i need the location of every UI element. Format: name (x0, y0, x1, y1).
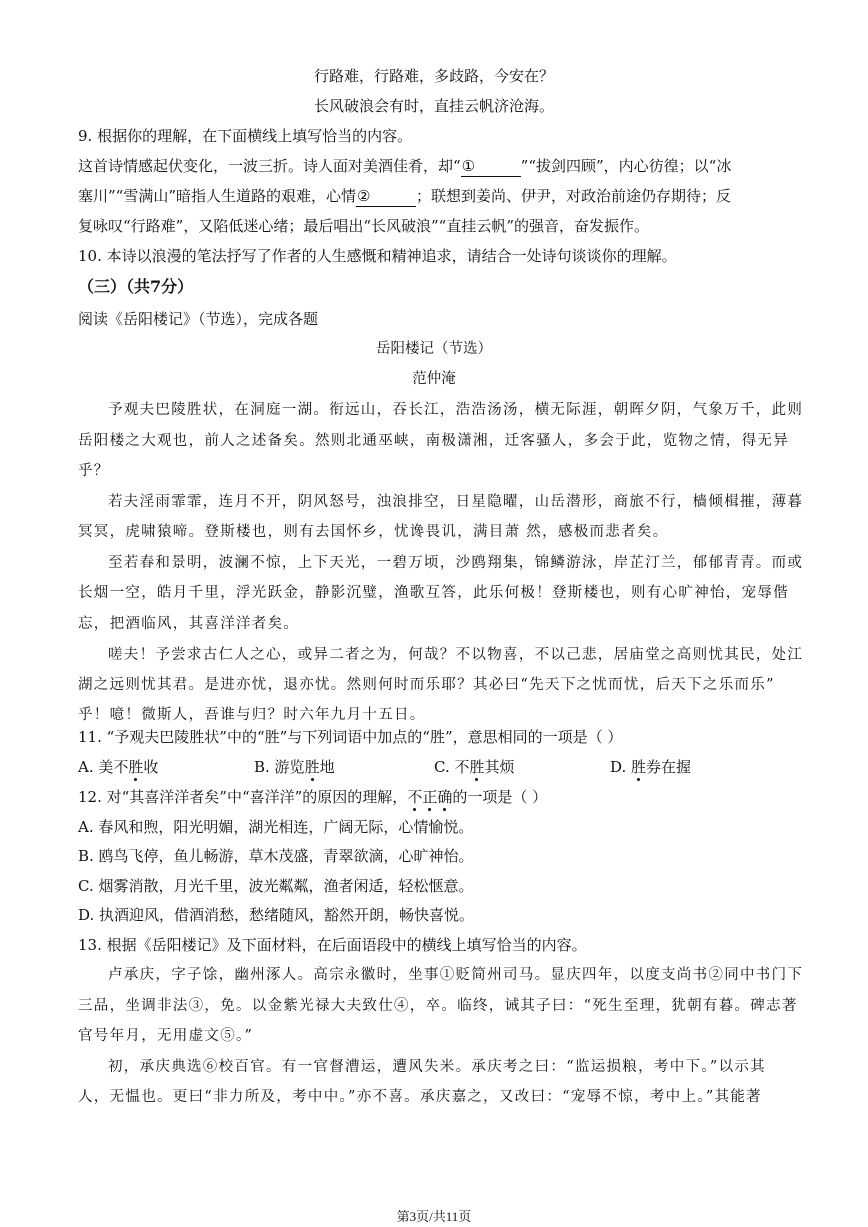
q9-line-1 (78, 156, 790, 177)
passage-line: 至若春和景明，波澜不惊，上下天光，一碧万顷，沙鸥翔集，锦鳞游泳，岸芷汀兰，郁郁青青。而或 (108, 555, 804, 571)
passage-title: 岳阳楼记（节选） (376, 341, 492, 357)
emphasis-char: 不 (407, 788, 423, 806)
q9-line-2 (78, 186, 790, 207)
option-text: B. 游览 (254, 758, 305, 776)
question-12 (78, 787, 790, 807)
answer-blank-1[interactable]: ① (461, 156, 521, 177)
material-line: 卢承庆，字子馀，幽州涿人。高宗永徽时，坐事①贬简州司马。显庆四年，以度支尚书②同中书门下 (108, 967, 804, 983)
question-text: 的一项是（ ） (452, 788, 548, 806)
passage-line: 长烟一空，皓月千里，浮光跃金，静影沉璧，渔歌互答，此乐何极！登斯楼也，则有心旷神怡，宠辱偕 (78, 585, 789, 601)
page-number: 第3页/共11页 (396, 1209, 472, 1224)
material-line: 人，无愠也。更曰“非力所及，考中中。”亦不喜。承庆嘉之，又改曰：“宠辱不惊，考中上。”其能著 (78, 1089, 762, 1105)
material-line: 三品，坐调非法③，免。以金紫光禄大夫致仕④，卒。临终，诫其子曰：“死生至理，犹朝有暮。碑志著 (78, 998, 798, 1014)
emphasis-char: 胜 (469, 758, 485, 776)
emphasis-char: 胜 (631, 758, 647, 776)
option-text: 地 (319, 758, 335, 776)
option-text: C. 不 (434, 758, 470, 776)
answer-blank-2[interactable]: ② (356, 186, 416, 207)
q11-option-b[interactable] (254, 757, 335, 777)
section-instruction: 阅读《岳阳楼记》（节选），完成各题 (78, 310, 319, 328)
passage-line: 岳阳楼之大观也，前人之述备矣。然则北通巫峡，南极潇湘，迁客骚人，多会于此，览物之情，得无异 (78, 433, 789, 449)
q9-line-3: 复咏叹“行路难”，又陷低迷心绪；最后唱出“长风破浪”“直挂云帆”的强音，奋发振作。 (78, 217, 650, 235)
passage-line: 嗟夫！予尝求古仁人之心，或异二者之为，何哉？不以物喜，不以己悲，居庙堂之高则忧其民，处江 (108, 647, 804, 663)
question-9: 9. 根据你的理解，在下面横线上填写恰当的内容。 (78, 127, 413, 145)
option-text: A. 美不 (78, 758, 129, 776)
section-heading: （三）（共7分） (78, 277, 194, 296)
emphasis-char: 胜 (304, 758, 320, 776)
emphasis-char: 正 (422, 788, 438, 806)
question-13: 13. 根据《岳阳楼记》及下面材料，在后面语段中的横线上填写恰当的内容。 (78, 936, 587, 954)
passage-line: 乎？ (78, 463, 110, 479)
emphasis-char: 胜 (128, 758, 144, 776)
material-line: 官号年月，无用虚文⑤。” (78, 1028, 254, 1044)
option-text: 券在握 (646, 758, 692, 776)
option-text: 收 (143, 758, 159, 776)
q9-text: ；联想到姜尚、伊尹，对政治前途仍存期待；反 (416, 187, 732, 205)
passage-line: 忘，把酒临风，其喜洋洋者矣。 (78, 616, 300, 632)
material-line: 初，承庆典选⑥校百官。有一官督漕运，遭风失米。承庆考之曰：“监运损粮，考中下。”以示其 (108, 1059, 766, 1075)
q12-option-b[interactable]: B. 鸥鸟飞停，鱼儿畅游，草木茂盛，青翠欲滴，心旷神怡。 (78, 847, 474, 865)
poem-line-2: 长风破浪会有时，直挂云帆济沧海。 (313, 97, 554, 115)
passage-line: 冥冥，虎啸猿啼。登斯楼也，则有去国怀乡，忧谗畏讥，满目萧 然，感极而悲者矣。 (78, 524, 669, 540)
question-10: 10. 本诗以浪漫的笔法抒写了作者的人生感慨和精神追求，请结合一处诗句谈谈你的理解。 (78, 247, 677, 265)
passage-line: 乎！噫！微斯人，吾谁与归？时六年九月十五日。 (78, 707, 426, 723)
passage-line: 予观夫巴陵胜状，在洞庭一湖。衔远山，吞长江，浩浩汤汤，横无际涯，朝晖夕阴，气象万千，此则 (108, 402, 804, 418)
question-11: 11. “予观夫巴陵胜状”中的“胜”与下列词语中加点的“胜”，意思相同的一项是（ ） (78, 728, 623, 746)
q11-option-c[interactable] (434, 757, 515, 777)
passage-line: 湖之远则忧其君。是进亦忧，退亦忧。然则何时而乐耶？其必曰“先天下之忧而忧，后天下之乐而乐” (78, 677, 775, 693)
q9-text: 塞川”“雪满山”暗指人生道路的艰难，心情 (78, 187, 357, 205)
q9-text: ”“拔剑四顾”，内心彷徨；以“冰 (520, 157, 732, 175)
option-text: 其烦 (484, 758, 515, 776)
q12-option-d[interactable]: D. 执酒迎风，借酒消愁，愁绪随风，豁然开朗，畅快喜悦。 (78, 906, 475, 924)
q12-option-a[interactable]: A. 春风和煦，阳光明媚，湖光相连，广阔无际，心情愉悦。 (78, 818, 474, 836)
q12-option-c[interactable]: C. 烟雾消散，月光千里，波光粼粼，渔者闲适，轻松惬意。 (78, 877, 474, 895)
q11-option-d[interactable] (610, 757, 691, 777)
q11-option-a[interactable] (78, 757, 158, 777)
emphasis-char: 确 (437, 788, 453, 806)
q9-text: 这首诗情感起伏变化，一波三折。诗人面对美酒佳肴，却“ (78, 157, 461, 175)
option-text: D. (610, 758, 632, 776)
passage-author: 范仲淹 (412, 371, 456, 387)
poem-line-1: 行路难，行路难，多歧路，今安在？ (313, 67, 554, 85)
passage-line: 若夫淫雨霏霏，连月不开，阴风怒号，浊浪排空，日星隐曜，山岳潜形，商旅不行，樯倾楫摧，薄暮 (108, 494, 804, 510)
question-text: 12. 对“其喜洋洋者矣”中“喜洋洋”的原因的理解， (78, 788, 408, 806)
